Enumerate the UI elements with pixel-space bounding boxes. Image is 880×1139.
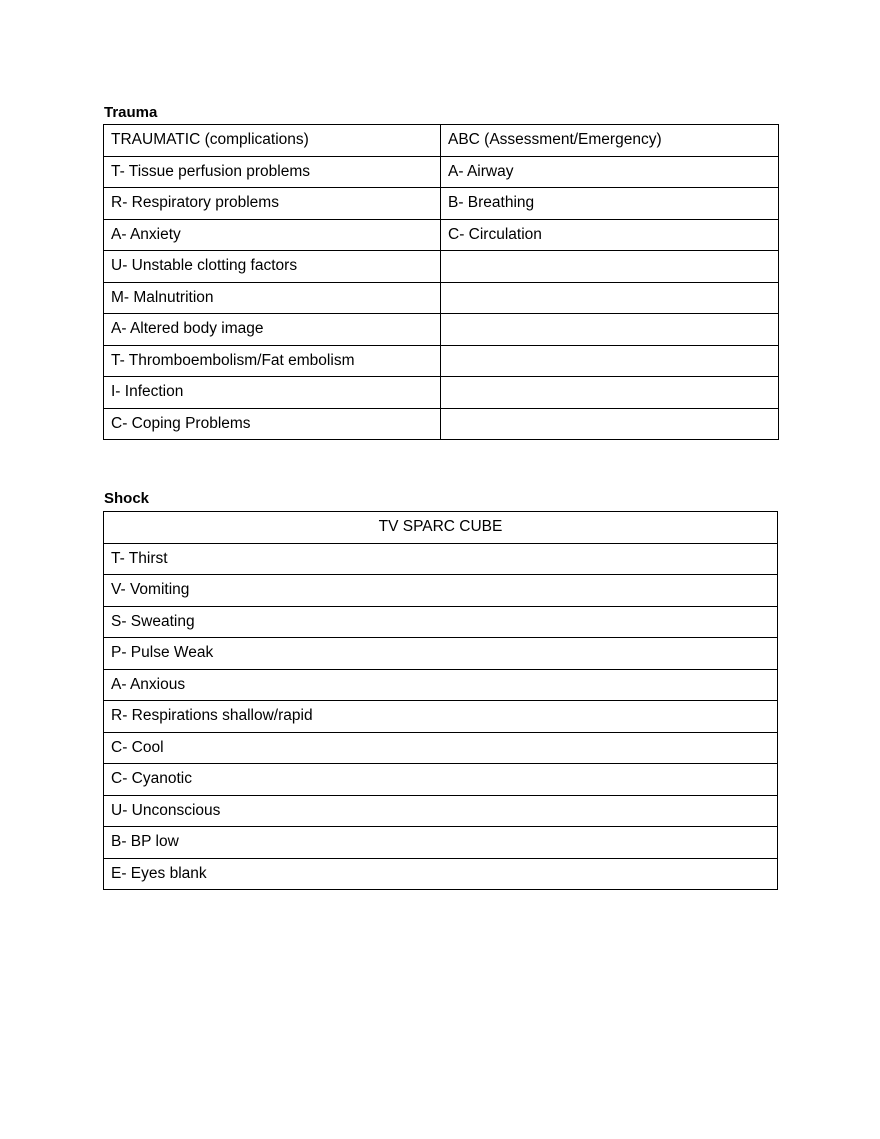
table-row: [104, 606, 778, 638]
table-row: [104, 314, 779, 346]
table-cell: C- Cool: [104, 732, 778, 764]
table-cell: T- Thromboembolism/Fat embolism: [104, 345, 441, 377]
table-cell: [441, 251, 779, 283]
table-row: [104, 858, 778, 890]
table-cell: U- Unconscious: [104, 795, 778, 827]
table-row: [104, 188, 779, 220]
table-cell: B- Breathing: [441, 188, 779, 220]
table-cell: A- Altered body image: [104, 314, 441, 346]
table-cell: [441, 377, 779, 409]
table-row: [104, 638, 778, 670]
table-row: [104, 764, 778, 796]
table-cell: T- Thirst: [104, 543, 778, 575]
table-cell: B- BP low: [104, 827, 778, 859]
table-row: [104, 575, 778, 607]
table-row: [104, 512, 778, 544]
table-cell: M- Malnutrition: [104, 282, 441, 314]
table-cell: R- Respiratory problems: [104, 188, 441, 220]
table-row: [104, 732, 778, 764]
table-cell: P- Pulse Weak: [104, 638, 778, 670]
table-cell: C- Cyanotic: [104, 764, 778, 796]
table-cell: T- Tissue perfusion problems: [104, 156, 441, 188]
trauma-table: [103, 124, 779, 440]
table-row: [104, 795, 778, 827]
table-cell: U- Unstable clotting factors: [104, 251, 441, 283]
table-row: [104, 125, 779, 157]
table-cell: C- Coping Problems: [104, 408, 441, 440]
table-cell: E- Eyes blank: [104, 858, 778, 890]
table-header-cell: TRAUMATIC (complications): [104, 125, 441, 157]
table-row: [104, 251, 779, 283]
table-row: [104, 156, 779, 188]
table-row: [104, 827, 778, 859]
table-row: [104, 219, 779, 251]
table-row: [104, 408, 779, 440]
table-row: [104, 669, 778, 701]
table-cell: R- Respirations shallow/rapid: [104, 701, 778, 733]
table-cell: A- Anxiety: [104, 219, 441, 251]
table-cell: A- Anxious: [104, 669, 778, 701]
table-cell: A- Airway: [441, 156, 779, 188]
shock-section-title: Shock: [104, 490, 150, 507]
table-cell: [441, 314, 779, 346]
table-row: [104, 701, 778, 733]
table-cell: S- Sweating: [104, 606, 778, 638]
table-row: [104, 543, 778, 575]
table-header-cell: TV SPARC CUBE: [104, 512, 778, 544]
table-row: [104, 377, 779, 409]
table-row: [104, 345, 779, 377]
table-cell: C- Circulation: [441, 219, 779, 251]
trauma-section-title: Trauma: [104, 104, 158, 121]
table-cell: V- Vomiting: [104, 575, 778, 607]
shock-table: [103, 511, 778, 890]
table-cell: [441, 282, 779, 314]
table-header-cell: ABC (Assessment/Emergency): [441, 125, 779, 157]
table-row: [104, 282, 779, 314]
table-cell: [441, 345, 779, 377]
table-cell: [441, 408, 779, 440]
table-cell: I- Infection: [104, 377, 441, 409]
